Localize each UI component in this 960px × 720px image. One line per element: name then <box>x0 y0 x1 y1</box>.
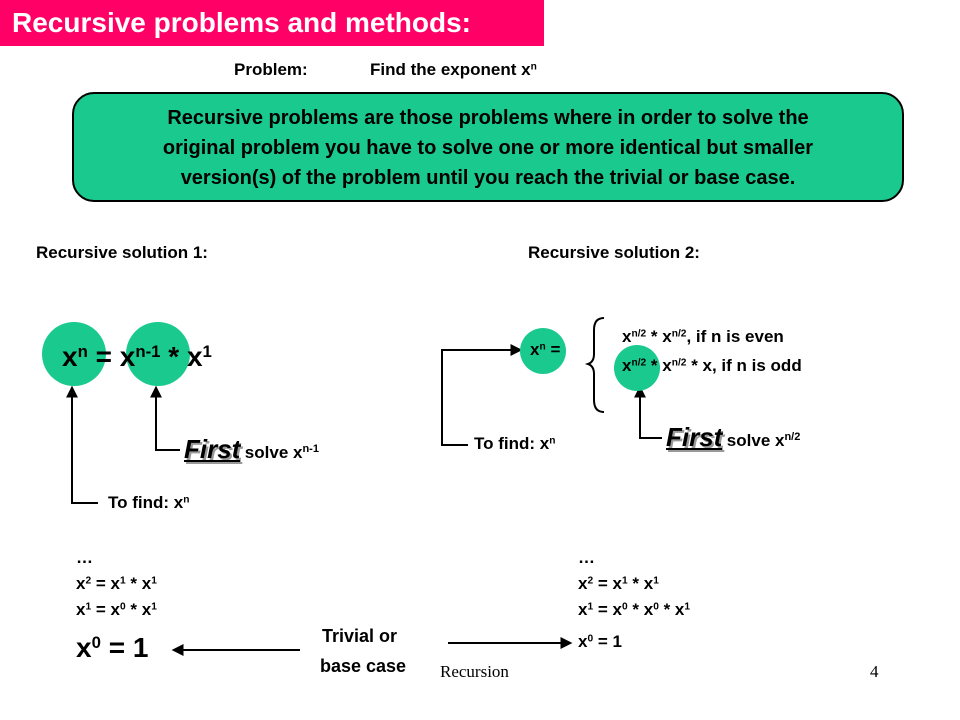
problem-text: Find the exponent $x^n$ <box>370 60 537 79</box>
equation-2-lhs: $x^n$ = <box>530 340 561 359</box>
page-number: 4 <box>870 662 879 681</box>
solution1-heading: Recursive solution 1: <box>36 243 208 262</box>
to-find-1: To find: $x^n$ <box>108 493 190 512</box>
first-solve-2: First solve $x^{n/2}$ <box>666 422 801 452</box>
definition-line: version(s) of the problem until you reach the trivial or base case. <box>180 167 796 189</box>
steps1-dots: … <box>76 548 93 567</box>
problem-label: Problem: <box>234 60 308 79</box>
find-arrow-1 <box>72 388 98 503</box>
steps2-line1: $x^2 = x^1 * x^1$ <box>578 574 659 593</box>
steps2-dots: … <box>578 548 595 567</box>
steps2-line2: $x^1 = x^0 * x^0 * x^1$ <box>578 600 691 619</box>
steps1-line1: $x^2 = x^1 * x^1$ <box>76 574 157 593</box>
steps1-base: $x^0 = 1$ <box>76 632 149 663</box>
trivial-label-line2: base case <box>320 656 407 676</box>
definition-line: original problem you have to solve one or more identical but smaller <box>162 137 814 159</box>
slide-title: Recursive problems and methods: <box>0 0 544 46</box>
footer-label: Recursion <box>440 662 509 681</box>
odd-case: $x^{n/2} * x^{n/2}$ * x, if n is odd <box>622 356 802 375</box>
steps2-base: $x^0 = 1$ <box>578 632 622 651</box>
brace <box>588 318 604 412</box>
definition-line: Recursive problems are those problems where in order to solve the <box>167 107 809 129</box>
first-solve-1: First solve $x^{n-1}$ <box>184 434 319 464</box>
trivial-label-line1: Trivial or <box>322 626 398 646</box>
first-arrow-2 <box>640 388 662 438</box>
even-case: $x^{n/2} * x^{n/2}$, if n is even <box>622 327 784 346</box>
to-find-2: To find: $x^n$ <box>474 434 556 453</box>
equation-1: $x^n = x^{n-1} * x^1$ <box>62 341 212 372</box>
steps1-line2: $x^1 = x^0 * x^1$ <box>76 600 157 619</box>
solution2-heading: Recursive solution 2: <box>528 243 700 262</box>
first-arrow-1 <box>156 388 180 450</box>
find-arrow-2 <box>442 350 520 445</box>
